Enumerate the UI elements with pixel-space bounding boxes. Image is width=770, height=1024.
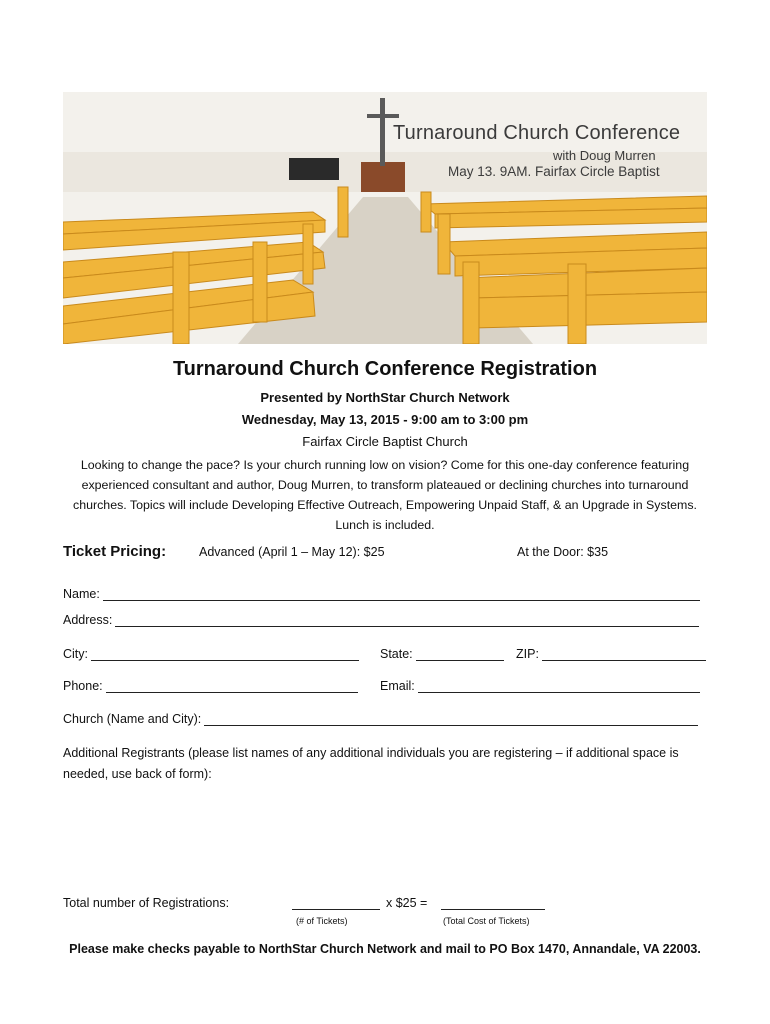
page-title: Turnaround Church Conference Registration	[172, 358, 598, 380]
state-label: State:	[380, 647, 413, 661]
date-time-line: Wednesday, May 13, 2015 - 9:00 am to 3:00 pm	[241, 412, 529, 427]
address-input-line[interactable]	[115, 613, 699, 627]
address-field[interactable]	[63, 613, 699, 627]
venue-line: Fairfax Circle Baptist Church	[302, 434, 468, 449]
banner-date-venue: May 13. 9AM. Fairfax Circle Baptist	[448, 164, 660, 179]
city-input-line[interactable]	[91, 647, 359, 661]
ticket-pricing-label: Ticket Pricing:	[63, 543, 167, 560]
cost-caption: (Total Cost of Tickets)	[443, 916, 530, 926]
presenter-line: Presented by NorthStar Church Network	[260, 390, 510, 405]
ticket-count-input-line[interactable]	[292, 909, 380, 910]
cross-icon	[380, 98, 385, 166]
banner-title: Turnaround Church Conference	[393, 122, 681, 144]
piano	[289, 158, 339, 180]
city-label: City:	[63, 647, 88, 661]
zip-input-line[interactable]	[542, 647, 706, 661]
phone-field[interactable]	[63, 679, 358, 693]
state-input-line[interactable]	[416, 647, 504, 661]
phone-label: Phone:	[63, 679, 103, 693]
email-label: Email:	[380, 679, 415, 693]
total-registrations-label: Total number of Registrations:	[63, 896, 230, 910]
price-multiplier: x $25 =	[386, 896, 428, 910]
phone-input-line[interactable]	[106, 679, 358, 693]
zip-label: ZIP:	[516, 647, 539, 661]
state-field[interactable]	[380, 647, 504, 661]
banner-speaker: with Doug Murren	[553, 148, 656, 163]
name-field[interactable]	[63, 587, 700, 601]
church-field[interactable]	[63, 712, 698, 726]
advanced-price: Advanced (April 1 – May 12): $25	[199, 545, 385, 559]
description-paragraph: Looking to change the pace? Is your church running low on vision? Come for this one-day conference featuring experienced consultant and author, Doug Murren, to transform plateaued or declining churches into turnaround churches. Topics will include Developing Effective Outreach, Empowering Unpaid Staff, & an Upgrade in Systems. Lunch is included.	[73, 458, 697, 532]
header-banner-image	[63, 92, 707, 344]
total-cost-input-line[interactable]	[441, 909, 545, 910]
additional-registrants-label: Additional Registrants (please list names of any additional individuals you are registering – if additional space is needed, use back of form):	[63, 746, 679, 781]
name-label: Name:	[63, 587, 100, 601]
tickets-caption: (# of Tickets)	[296, 916, 348, 926]
email-field[interactable]	[380, 679, 700, 693]
door-price: At the Door: $35	[517, 545, 609, 559]
payment-instructions: Please make checks payable to NorthStar Church Network and mail to PO Box 1470, Annandale, VA 22003.	[69, 942, 701, 956]
name-input-line[interactable]	[103, 587, 700, 601]
church-input-line[interactable]	[204, 712, 698, 726]
zip-field[interactable]	[516, 647, 706, 661]
pulpit	[361, 162, 405, 192]
church-label: Church (Name and City):	[63, 712, 202, 726]
email-input-line[interactable]	[418, 679, 700, 693]
address-label: Address:	[63, 613, 113, 627]
city-field[interactable]	[63, 647, 359, 661]
